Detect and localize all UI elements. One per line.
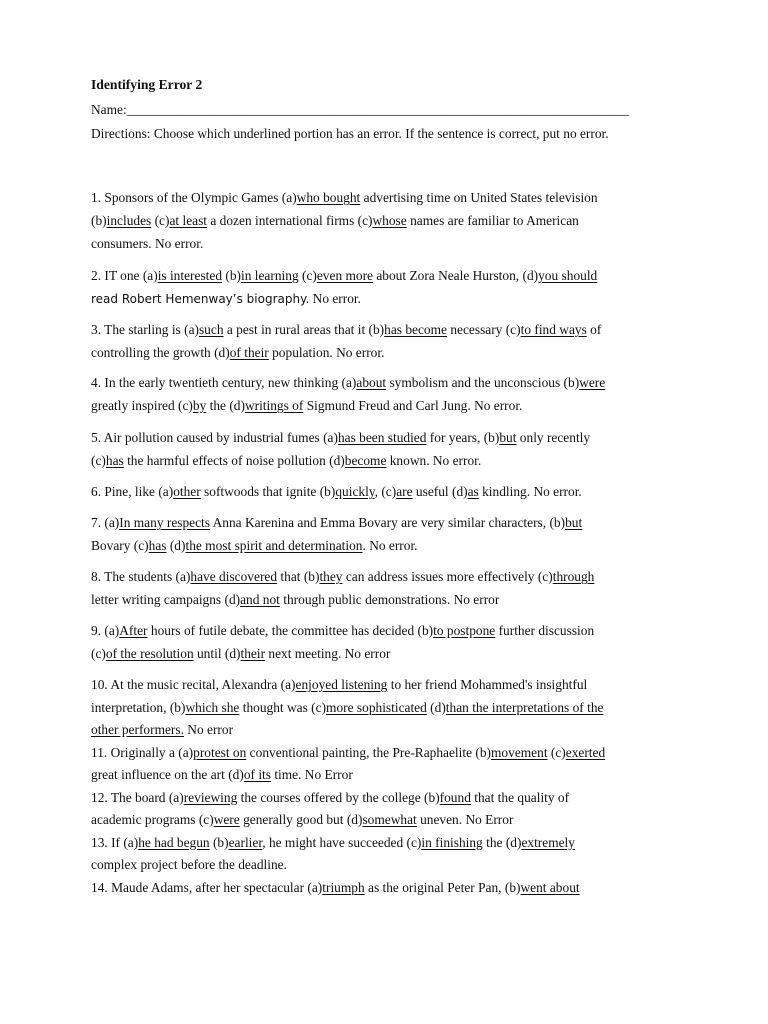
- underlined-option: in learning: [241, 268, 299, 283]
- underlined-option: went about: [520, 879, 580, 895]
- name-field-label: Name:___________________________________________________________________________: [91, 102, 629, 117]
- question-9: [91, 619, 681, 665]
- question-line: [91, 209, 681, 232]
- question-text: great influence on the art (d): [91, 767, 244, 782]
- question-text: only recently: [516, 430, 591, 445]
- question-text: 1. Sponsors of the Olympic Games (a): [91, 190, 297, 205]
- underlined-option: by: [192, 398, 207, 413]
- question-text: greatly inspired (c): [91, 398, 193, 413]
- underlined-option: has become: [384, 322, 447, 337]
- question-text: (d): [166, 538, 186, 553]
- question-text: 7. (a): [91, 515, 120, 530]
- question-1: [91, 186, 681, 255]
- question-line: [91, 534, 681, 557]
- underlined-option: but: [499, 430, 517, 445]
- question-text: 8. The students (a): [91, 569, 191, 584]
- underlined-option: as: [467, 484, 479, 499]
- underlined-option: you should: [538, 268, 598, 283]
- question-text: . No error.: [362, 538, 418, 553]
- question-text: advertising time on United States television: [360, 190, 598, 205]
- question-text: read Robert Hemenway’s biography.: [91, 292, 310, 306]
- question-text: of: [586, 322, 602, 337]
- underlined-option: which she: [185, 699, 240, 715]
- question-line: [91, 588, 681, 611]
- question-line: [91, 341, 681, 364]
- underlined-option: but: [565, 515, 583, 530]
- question-text: the harmful effects of noise pollution (d): [123, 453, 345, 468]
- underlined-option: in finishing: [421, 834, 483, 850]
- underlined-option: such: [198, 322, 224, 337]
- underlined-option: movement: [491, 744, 548, 760]
- underlined-option: exerted: [565, 744, 606, 760]
- question-text: as the original Peter Pan, (b): [364, 879, 521, 895]
- question-line: [91, 264, 681, 287]
- underlined-option: found: [439, 789, 471, 805]
- question-line: [91, 426, 681, 449]
- underlined-option: have discovered: [190, 569, 278, 584]
- question-text: uneven. No Error: [416, 812, 514, 827]
- question-line: [91, 742, 681, 765]
- question-text: 10. At the music recital, Alexandra (a): [91, 677, 296, 692]
- question-line: [91, 787, 681, 810]
- question-text: (b): [91, 213, 107, 228]
- question-text: No error: [183, 722, 234, 737]
- question-text: conventional painting, the Pre-Raphaelite (b): [246, 744, 492, 760]
- question-line: [91, 619, 681, 642]
- underlined-option: are: [396, 484, 413, 499]
- question-text: (b): [222, 268, 241, 283]
- question-text: consumers. No error.: [91, 236, 204, 251]
- underlined-option: other: [173, 484, 201, 499]
- question-text: that (b): [277, 569, 320, 584]
- question-text: to her friend Mohammed's insightful: [387, 677, 588, 692]
- question-text: (c): [298, 268, 317, 283]
- question-text: 2. IT one (a): [91, 268, 158, 283]
- underlined-option: were: [213, 812, 240, 827]
- question-line: [91, 809, 681, 832]
- question-5: [91, 426, 681, 472]
- question-text: (c): [91, 646, 106, 661]
- question-text: that the quality of: [470, 789, 570, 805]
- question-text: kindling. No error.: [478, 484, 582, 499]
- question-text: letter writing campaigns (d): [91, 592, 241, 607]
- underlined-option: has been studied: [337, 430, 427, 445]
- underlined-option: enjoyed listening: [295, 677, 388, 692]
- question-text: can address issues more effectively (c): [342, 569, 553, 584]
- question-text: necessary (c): [446, 322, 521, 337]
- question-text: 12. The board (a): [91, 789, 184, 805]
- underlined-option: of the resolution: [105, 646, 194, 661]
- question-text: 5. Air pollution caused by industrial fumes (a): [91, 430, 338, 445]
- question-text: for years, (b): [426, 430, 500, 445]
- question-text: 14. Maude Adams, after her spectacular (a): [91, 879, 323, 895]
- question-text: , he might have succeeded (c): [262, 834, 422, 850]
- question-text: Bovary (c): [91, 538, 149, 553]
- directions-text: Directions: Choose which underlined portion has an error. If the sentence is correct, put no error.: [91, 126, 609, 141]
- question-line: [91, 232, 681, 255]
- question-line: [91, 394, 681, 417]
- underlined-option: whose: [372, 213, 407, 228]
- question-line: [91, 877, 681, 900]
- question-6: [91, 480, 681, 503]
- underlined-option: they: [319, 569, 343, 584]
- question-line: [91, 565, 681, 588]
- question-text: the (d): [482, 834, 522, 850]
- question-text: about Zora Neale Hurston, (d): [373, 268, 539, 283]
- underlined-option: other performers.: [91, 722, 184, 737]
- underlined-option: triumph: [322, 879, 365, 895]
- question-text: a pest in rural areas that it (b): [223, 322, 385, 337]
- underlined-option: somewhat: [362, 812, 417, 827]
- question-text: next meeting. No error: [265, 646, 391, 661]
- question-text: known. No error.: [386, 453, 482, 468]
- underlined-option: reviewing: [183, 789, 238, 805]
- question-text: 11. Originally a (a): [91, 744, 194, 760]
- question-text: the (d): [206, 398, 245, 413]
- underlined-option: to find ways: [520, 322, 587, 337]
- question-text: through public demonstrations. No error: [279, 592, 500, 607]
- underlined-option: protest on: [193, 744, 247, 760]
- question-text: (c): [547, 744, 566, 760]
- question-text: (c): [151, 213, 170, 228]
- underlined-option: who bought: [296, 190, 361, 205]
- question-line: [91, 719, 681, 742]
- underlined-option: the most spirit and determination: [185, 538, 363, 553]
- question-text: 3. The starling is (a): [91, 322, 199, 337]
- question-text: (b): [209, 834, 229, 850]
- question-text: Sigmund Freud and Carl Jung. No error.: [303, 398, 523, 413]
- question-line: [91, 642, 681, 665]
- question-text: 4. In the early twentieth century, new thinking (a): [91, 375, 357, 390]
- question-text: 13. If (a): [91, 834, 139, 850]
- question-line: [91, 832, 681, 855]
- underlined-option: writings of: [244, 398, 304, 413]
- question-line: [91, 511, 681, 534]
- question-text: thought was (c): [239, 699, 327, 715]
- question-line: [91, 674, 681, 697]
- underlined-option: In many respects: [119, 515, 210, 530]
- underlined-option: at least: [169, 213, 208, 228]
- underlined-option: he had begun: [138, 834, 210, 850]
- question-text: a dozen international firms (c): [207, 213, 373, 228]
- question-text: generally good but (d): [239, 812, 363, 827]
- underlined-option: is interested: [157, 268, 223, 283]
- underlined-option: extremely: [521, 834, 575, 850]
- question-text: time. No Error: [270, 767, 353, 782]
- underlined-option: quickly: [335, 484, 375, 499]
- question-text: until (d): [193, 646, 241, 661]
- question-text: names are familiar to American: [406, 213, 579, 228]
- question-text: hours of futile debate, the committee has decided (b): [147, 623, 434, 638]
- underlined-option: and not: [240, 592, 280, 607]
- underlined-option: more sophisticated: [326, 699, 427, 715]
- question-7: [91, 511, 681, 557]
- question-line: [91, 318, 681, 341]
- underlined-option: has: [105, 453, 124, 468]
- underlined-option: After: [119, 623, 148, 638]
- question-text: softwoods that ignite (b): [200, 484, 336, 499]
- question-text: (c): [91, 453, 106, 468]
- question-text: (d): [426, 699, 446, 715]
- question-8: [91, 565, 681, 611]
- question-text: controlling the growth (d): [91, 345, 230, 360]
- question-line: [91, 287, 681, 310]
- question-text: , (c): [374, 484, 397, 499]
- question-line: [91, 697, 681, 720]
- question-2: [91, 264, 681, 310]
- question-line: [91, 480, 681, 503]
- question-line: [91, 371, 681, 394]
- question-4: [91, 371, 681, 417]
- question-text: 9. (a): [91, 623, 120, 638]
- underlined-option: through: [552, 569, 595, 584]
- worksheet-title: Identifying Error 2: [91, 77, 203, 92]
- question-text: the courses offered by the college (b): [237, 789, 440, 805]
- question-line: [91, 764, 681, 787]
- question-text: No error.: [309, 291, 361, 306]
- question-text: 6. Pine, like (a): [91, 484, 174, 499]
- underlined-option: includes: [106, 213, 152, 228]
- underlined-option: earlier: [228, 834, 263, 850]
- underlined-option: become: [344, 453, 387, 468]
- underlined-option: about: [356, 375, 387, 390]
- question-text: academic programs (c): [91, 812, 214, 827]
- question-text: symbolism and the unconscious (b): [386, 375, 580, 390]
- question-text: further discussion: [495, 623, 595, 638]
- question-text: interpretation, (b): [91, 699, 186, 715]
- underlined-option: of their: [229, 345, 269, 360]
- underlined-option: to postpone: [433, 623, 496, 638]
- underlined-option: their: [240, 646, 266, 661]
- question-text: complex project before the deadline.: [91, 857, 287, 872]
- question-10-14: [91, 674, 681, 899]
- underlined-option: has: [148, 538, 167, 553]
- underlined-option: were: [579, 375, 606, 390]
- question-line: [91, 449, 681, 472]
- question-text: useful (d): [412, 484, 468, 499]
- question-3: [91, 318, 681, 364]
- question-text: population. No error.: [268, 345, 385, 360]
- question-text: Anna Karenina and Emma Bovary are very similar characters, (b): [210, 515, 566, 530]
- question-line: [91, 186, 681, 209]
- underlined-option: of its: [243, 767, 271, 782]
- underlined-option: than the interpretations of the: [445, 699, 604, 715]
- underlined-option: even more: [316, 268, 373, 283]
- question-line: [91, 854, 681, 877]
